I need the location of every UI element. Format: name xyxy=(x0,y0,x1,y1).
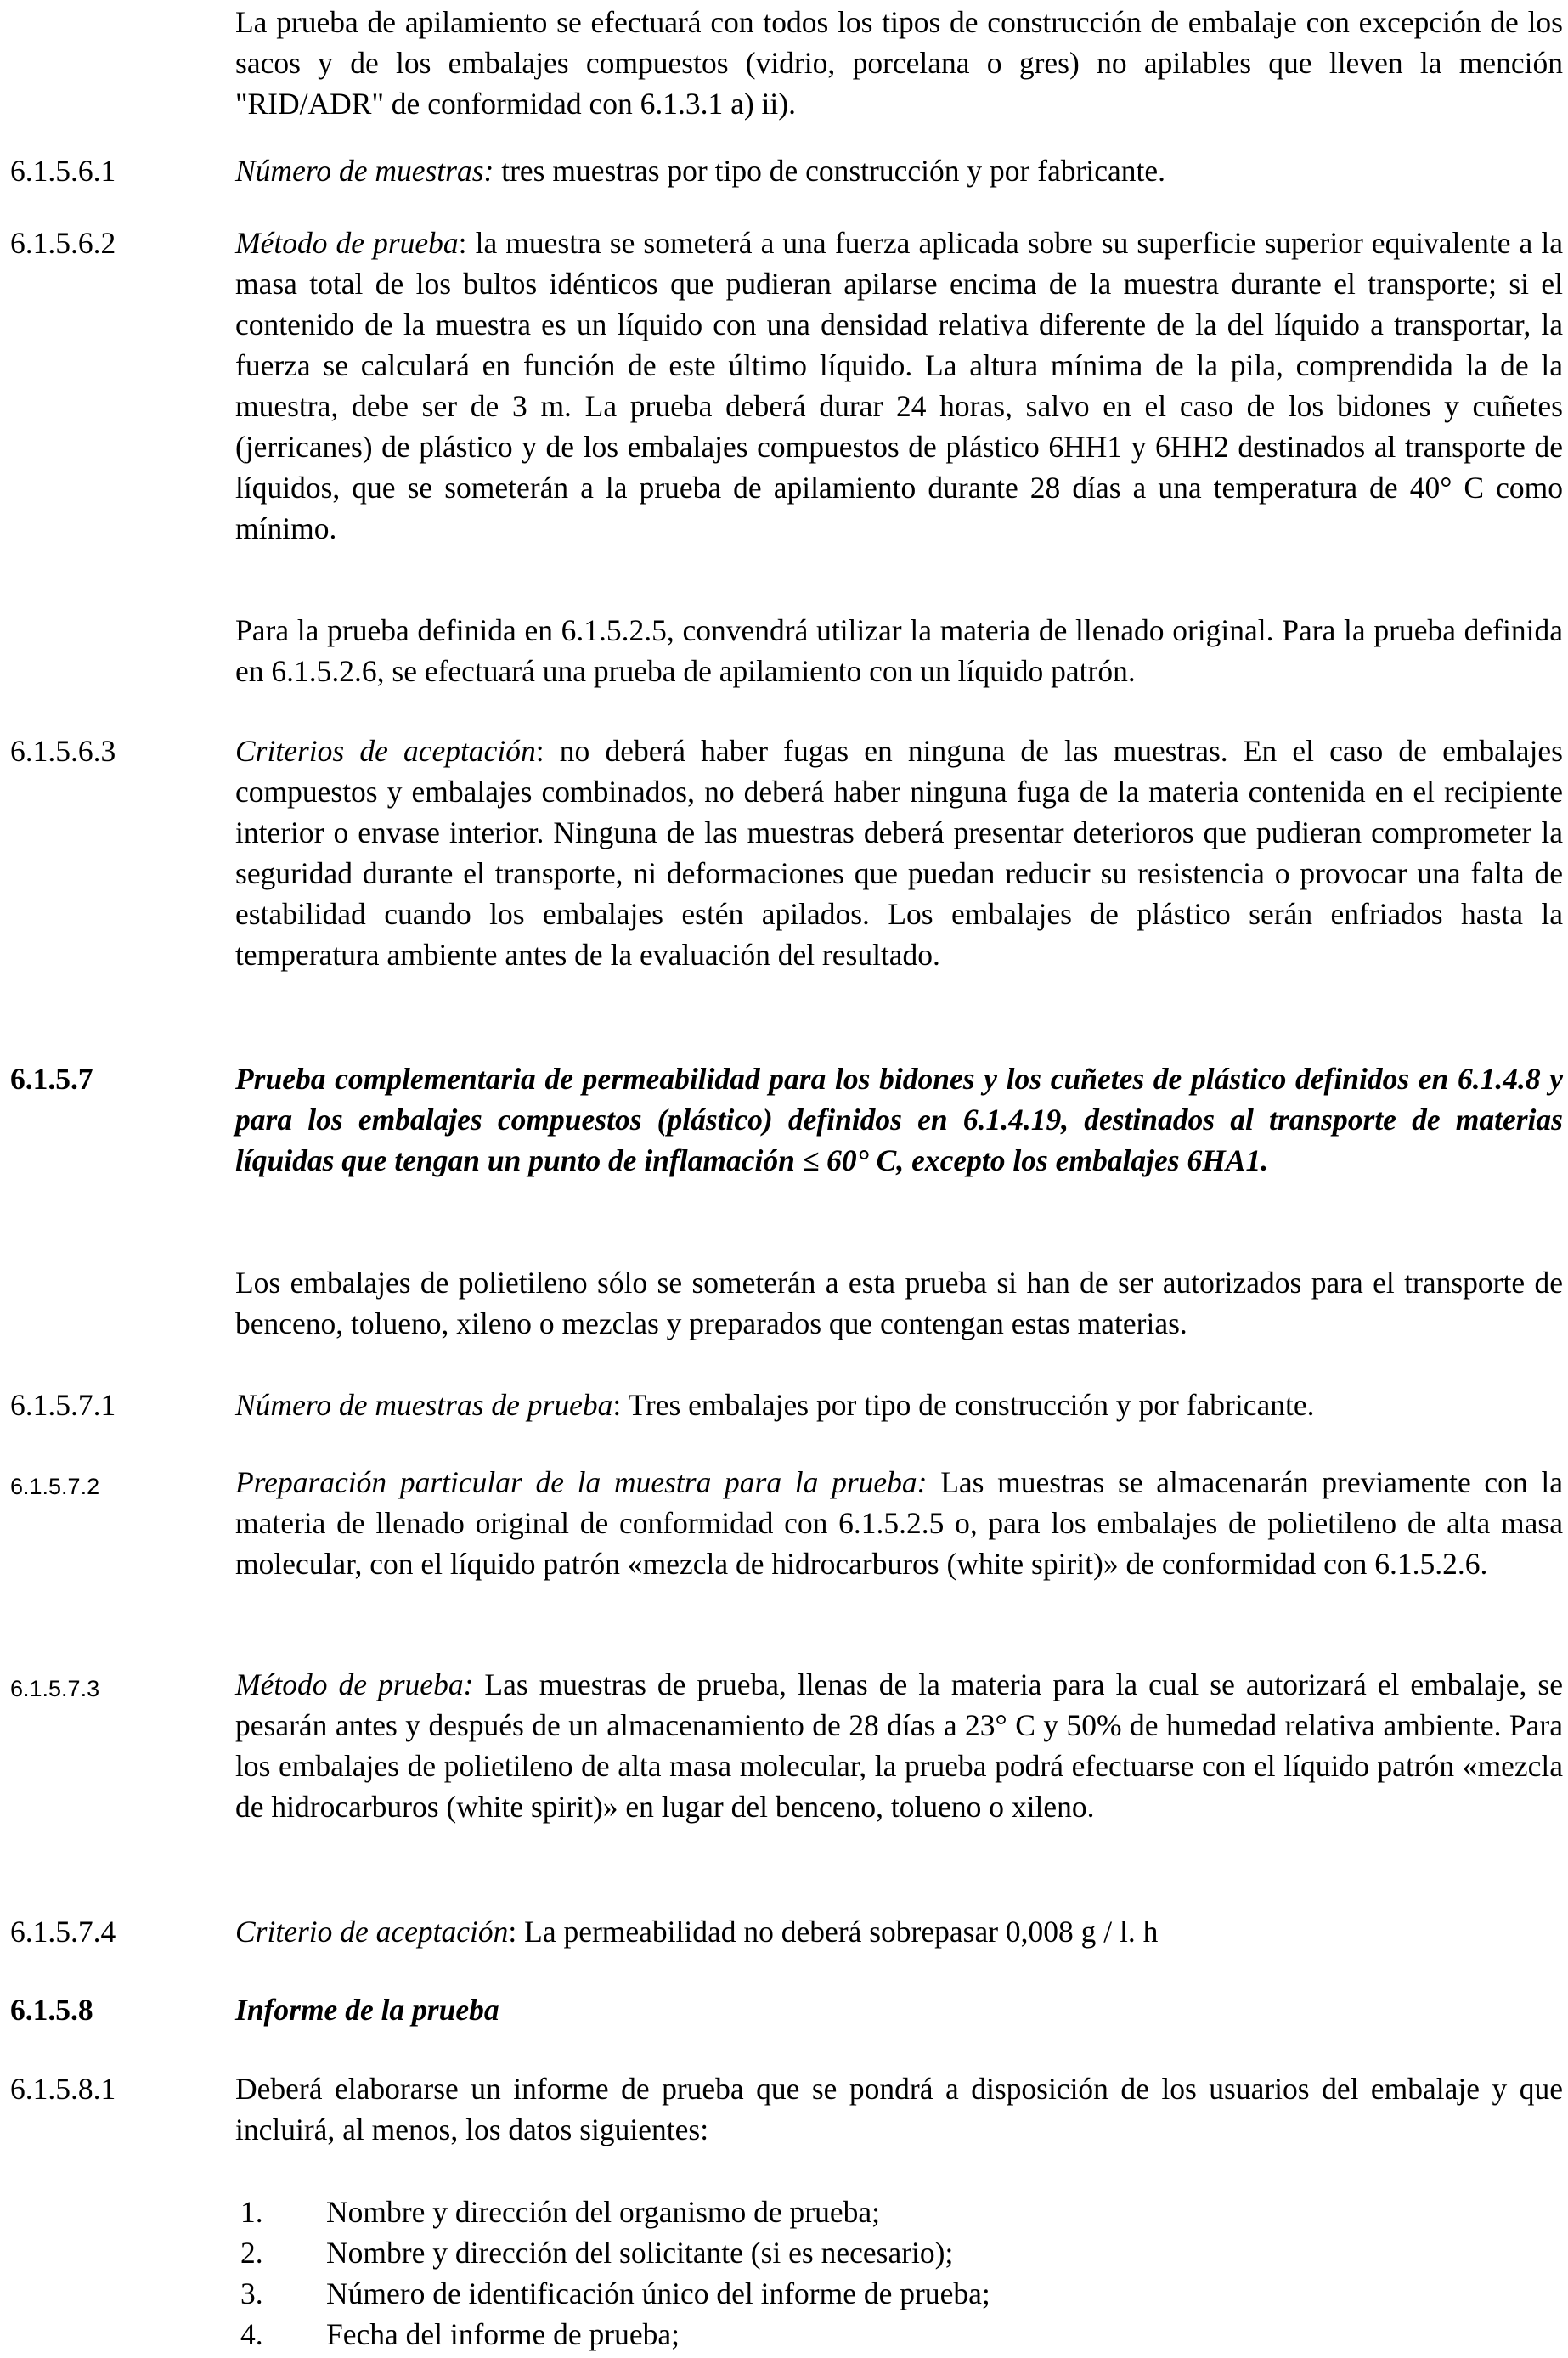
list-item-text: Fecha del informe de prueba; xyxy=(326,2317,680,2351)
section-text: : La permeabilidad no deberá sobrepasar 0,008 g / l. h xyxy=(508,1915,1159,1949)
section-6-1-5-7-paragraph xyxy=(235,1262,1563,1344)
section-label: Método de prueba: xyxy=(235,1667,474,1701)
section-6-1-5-7-3 xyxy=(235,1664,1563,1827)
section-6-1-5-7-heading xyxy=(235,1058,1563,1181)
section-text: Para la prueba definida en 6.1.5.2.5, convendrá utilizar la materia de llenado original. Para la prueba definida en 6.1.5.2.6, se efectuará una prueba de apilamiento con un líquido patrón. xyxy=(235,613,1563,688)
section-6-1-5-8-1 xyxy=(235,2068,1563,2150)
list-item xyxy=(235,2314,1340,2355)
list-item xyxy=(235,2273,1340,2314)
section-number-6-1-5-7-1: 6.1.5.7.1 xyxy=(10,1388,116,1422)
section-label: Criterios de aceptación xyxy=(235,734,536,768)
report-data-list xyxy=(235,2192,1340,2355)
section-label: Número de muestras: xyxy=(235,154,494,188)
section-label: Criterio de aceptación xyxy=(235,1915,509,1949)
list-item-text: Nombre y dirección del organismo de prueba; xyxy=(326,2195,880,2229)
section-text: tres muestras por tipo de construcción y por fabricante. xyxy=(494,154,1165,188)
intro-paragraph xyxy=(235,2,1563,124)
list-item-number: 4. xyxy=(240,2317,263,2351)
section-number-6-1-5-6-2: 6.1.5.6.2 xyxy=(10,226,116,260)
list-item xyxy=(235,2192,1340,2232)
section-6-1-5-6-3 xyxy=(235,731,1563,975)
section-6-1-5-8-heading xyxy=(235,1989,1563,2030)
section-text: : Tres embalajes por tipo de construcción y por fabricante. xyxy=(612,1388,1315,1422)
section-text: Las muestras se almacenarán previamente con la materia de llenado original de conformidad con 6.1.5.2.5 o, para los embalajes de polietileno de alta masa molecular, con el líquido patrón «mezcla de hidrocarburos (white spirit)» de conformidad con 6.1.5.2.6. xyxy=(235,1465,1563,1581)
list-item-number: 1. xyxy=(240,2195,263,2229)
list-item-number: 3. xyxy=(240,2276,263,2310)
section-label: Método de prueba xyxy=(235,226,459,260)
section-6-1-5-6-1 xyxy=(235,150,1563,191)
section-6-1-5-6-2 xyxy=(235,223,1563,549)
section-number-6-1-5-8: 6.1.5.8 xyxy=(10,1993,93,2027)
section-heading: Informe de la prueba xyxy=(235,1993,499,2027)
section-text: : la muestra se someterá a una fuerza aplicada sobre su superficie superior equivalente a la masa total de los bultos idénticos que pudieran apilarse encima de la muestra durante el transporte; si el contenido de la muestra es un líquido con una densidad relativa diferente de la del líquido a transportar, la fuerza se calculará en función de este último líquido. La altura mínima de la pila, comprendida la de la muestra, debe ser de 3 m. La prueba deberá durar 24 horas, salvo en el caso de los bidones y cuñetes (jerricanes) de plástico y de los embalajes compuestos de plástico 6HH1 y 6HH2 destinados al transporte de líquidos, que se someterán a la prueba de apilamiento durante 28 días a una temperatura de 40° C como mínimo. xyxy=(235,226,1563,545)
intro-text: La prueba de apilamiento se efectuará con todos los tipos de construcción de embalaje con excepción de los sacos y de los embalajes compuestos (vidrio, porcelana o gres) no apilables que lleven la mención "RID/ADR" de conformidad con 6.1.3.1 a) ii). xyxy=(235,5,1563,121)
section-6-1-5-7-2 xyxy=(235,1462,1563,1584)
list-item-text: Número de identificación único del informe de prueba; xyxy=(326,2276,990,2310)
section-6-1-5-7-1 xyxy=(235,1385,1563,1425)
list-item-number: 2. xyxy=(240,2236,263,2270)
section-number-6-1-5-7-4: 6.1.5.7.4 xyxy=(10,1915,116,1949)
section-number-6-1-5-6-3: 6.1.5.6.3 xyxy=(10,734,116,768)
list-item-text: Nombre y dirección del solicitante (si es necesario); xyxy=(326,2236,954,2270)
section-text: Las muestras de prueba, llenas de la materia para la cual se autorizará el embalaje, se pesarán antes y después de un almacenamiento de 28 días a 23° C y 50% de humedad relativa ambiente. Para los embalajes de polietileno de alta masa molecular, la prueba podrá efectuarse con el líquido patrón «mezcla de hidrocarburos (white spirit)» en lugar del benceno, tolueno o xileno. xyxy=(235,1667,1563,1824)
section-number-6-1-5-6-1: 6.1.5.6.1 xyxy=(10,154,116,188)
section-number-6-1-5-8-1: 6.1.5.8.1 xyxy=(10,2072,116,2106)
section-text: : no deberá haber fugas en ninguna de las muestras. En el caso de embalajes compuestos y embalajes combinados, no deberá haber ninguna fuga de la materia contenida en el recipiente interior o envase interior. Ninguna de las muestras deberá presentar deterioros que pudieran comprometer la seguridad durante el transporte, ni deformaciones que puedan reducir su resistencia o provocar una falta de estabilidad cuando los embalajes estén apilados. Los embalajes de plástico serán enfriados hasta la temperatura ambiente antes de la evaluación del resultado. xyxy=(235,734,1563,972)
section-label: Preparación particular de la muestra para la prueba: xyxy=(235,1465,928,1499)
section-text: Los embalajes de polietileno sólo se someterán a esta prueba si han de ser autorizados para el transporte de benceno, tolueno, xileno o mezclas y preparados que contengan estas materias. xyxy=(235,1266,1563,1340)
section-label: Número de muestras de prueba xyxy=(235,1388,613,1422)
section-number-6-1-5-7-3: 6.1.5.7.3 xyxy=(10,1676,100,1701)
section-6-1-5-7-4 xyxy=(235,1911,1563,1952)
section-6-1-5-6-2-paragraph-2 xyxy=(235,610,1563,691)
list-item xyxy=(235,2232,1340,2273)
section-text: Deberá elaborarse un informe de prueba que se pondrá a disposición de los usuarios del embalaje y que incluirá, al menos, los datos siguientes: xyxy=(235,2072,1563,2146)
section-heading: Prueba complementaria de permeabilidad para los bidones y los cuñetes de plástico definidos en 6.1.4.8 y para los embalajes compuestos (plástico) definidos en 6.1.4.19, destinados al transporte de materias líquidas que tengan un punto de inflamación ≤ 60° C, excepto los embalajes 6HA1. xyxy=(235,1062,1563,1177)
section-number-6-1-5-7-2: 6.1.5.7.2 xyxy=(10,1474,100,1499)
section-number-6-1-5-7: 6.1.5.7 xyxy=(10,1062,93,1096)
